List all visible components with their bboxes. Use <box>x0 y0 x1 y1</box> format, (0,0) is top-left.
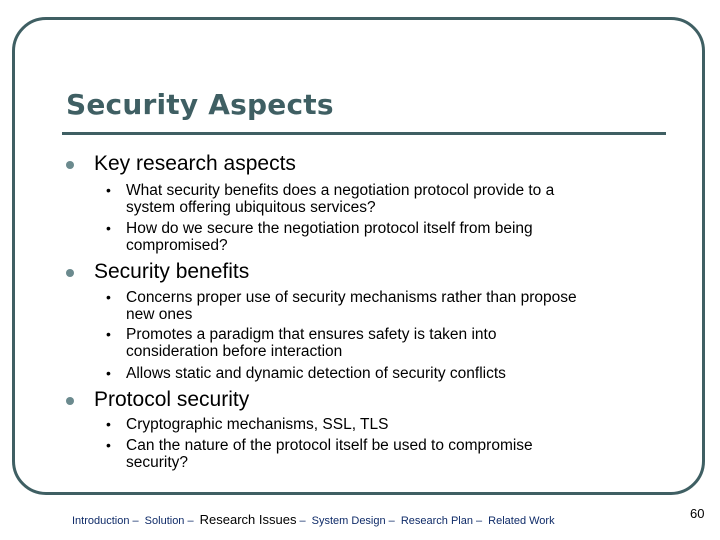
footer-separator: – <box>475 515 483 527</box>
bullet-line: What security benefits does a negotiation protocol provide to a <box>126 182 555 199</box>
bullet-line: Concerns proper use of security mechanisms rather than propose <box>126 289 577 306</box>
section-bullet-icon <box>66 161 74 169</box>
bullet-line: compromised? <box>126 237 228 254</box>
section-bullet-icon <box>66 397 74 405</box>
sub-bullet-icon: • <box>106 289 111 305</box>
footer-link-related-work[interactable]: Related Work <box>488 515 555 527</box>
footer-link-research-issues[interactable]: Research Issues <box>199 512 297 527</box>
footer-separator: – <box>299 515 306 527</box>
section-bullet-icon <box>66 269 74 277</box>
slide-title: Security Aspects <box>66 88 334 121</box>
bullet-line: security? <box>126 454 189 471</box>
section-heading: Protocol security <box>94 388 250 411</box>
footer-separator: – <box>388 515 395 527</box>
bullet-line: Can the nature of the protocol itself be used to compromise <box>126 437 533 454</box>
bullet-line: Promotes a paradigm that ensures safety is taken into <box>126 326 497 343</box>
sub-bullet-icon: • <box>106 365 111 381</box>
footer-link-solution[interactable]: Solution <box>144 515 185 527</box>
footer-link-research-plan[interactable]: Research Plan <box>400 515 473 527</box>
footer-separator: – <box>132 515 139 527</box>
footer-link-introduction[interactable]: Introduction <box>72 515 130 527</box>
section-heading: Key research aspects <box>94 152 296 175</box>
bullet-line: consideration before interaction <box>126 343 343 360</box>
sub-bullet-icon: • <box>106 220 111 236</box>
bullet-line: Allows static and dynamic detection of security conflicts <box>126 365 506 382</box>
section-heading: Security benefits <box>94 260 250 283</box>
bullet-line: Cryptographic mechanisms, SSL, TLS <box>126 416 389 433</box>
bullet-line: How do we secure the negotiation protocol itself from being <box>126 220 533 237</box>
bullet-line: system offering ubiquitous services? <box>126 199 376 216</box>
sub-bullet-icon: • <box>106 416 111 432</box>
footer-link-system-design[interactable]: System Design <box>311 515 386 527</box>
footer-separator: – <box>187 515 194 527</box>
bullet-line: new ones <box>126 306 193 323</box>
page-number: 60 <box>690 506 705 521</box>
sub-bullet-icon: • <box>106 326 111 342</box>
footer-nav <box>72 512 555 527</box>
sub-bullet-icon: • <box>106 437 111 453</box>
sub-bullet-icon: • <box>106 182 111 198</box>
